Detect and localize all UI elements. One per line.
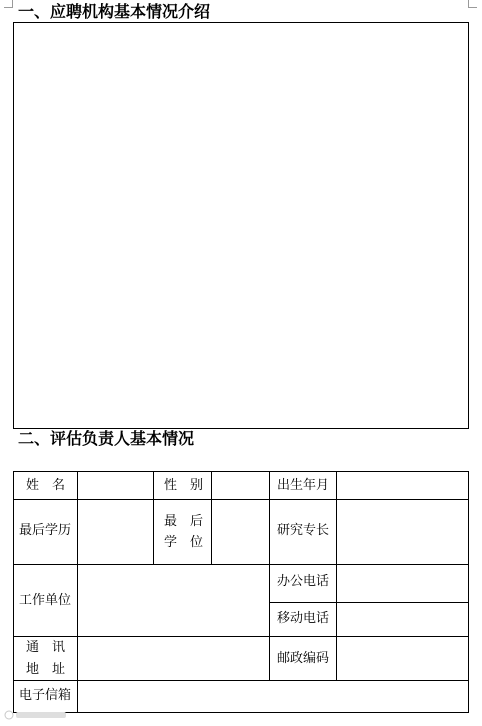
employer-label: 工作单位 bbox=[19, 593, 72, 608]
name-label: 姓 名 bbox=[26, 478, 66, 493]
gender-value-cell[interactable] bbox=[212, 472, 269, 499]
education-value-cell[interactable] bbox=[78, 500, 153, 564]
mobile-phone-value-cell[interactable] bbox=[337, 603, 468, 636]
name-value-cell[interactable] bbox=[78, 472, 153, 499]
birth-date-label: 出生年月 bbox=[277, 478, 330, 493]
watermark-logo bbox=[4, 709, 68, 724]
employer-value-cell[interactable] bbox=[78, 565, 269, 636]
address-label-line2: 地 址 bbox=[26, 662, 66, 677]
col-divider bbox=[269, 471, 270, 681]
crop-mark-top-right bbox=[468, 0, 477, 8]
col-divider bbox=[153, 471, 154, 565]
crop-mark-top-left bbox=[4, 0, 13, 8]
degree-label-line1: 最 后 bbox=[164, 514, 204, 529]
section-2-title: 二、评估负责人基本情况 bbox=[18, 429, 195, 448]
email-value-cell[interactable] bbox=[78, 681, 468, 712]
email-label: 电子信箱 bbox=[19, 688, 72, 703]
office-phone-value-cell[interactable] bbox=[337, 565, 468, 602]
section-1-title: 一、应聘机构基本情况介绍 bbox=[18, 2, 211, 21]
degree-value-cell[interactable] bbox=[212, 500, 269, 564]
postcode-value-cell[interactable] bbox=[337, 637, 468, 680]
specialty-label: 研究专长 bbox=[277, 523, 330, 538]
address-value-cell[interactable] bbox=[78, 637, 269, 680]
postcode-label: 邮政编码 bbox=[277, 651, 330, 666]
specialty-value-cell[interactable] bbox=[337, 500, 468, 564]
degree-label-line2: 学 位 bbox=[164, 535, 204, 550]
education-label: 最后学历 bbox=[19, 523, 72, 538]
mobile-phone-label: 移动电话 bbox=[277, 611, 330, 626]
office-phone-label: 办公电话 bbox=[277, 574, 330, 589]
birth-date-value-cell[interactable] bbox=[337, 472, 468, 499]
address-label-line1: 通 讯 bbox=[26, 640, 66, 655]
organization-intro-box[interactable] bbox=[13, 22, 469, 429]
gender-label: 性 别 bbox=[164, 478, 204, 493]
